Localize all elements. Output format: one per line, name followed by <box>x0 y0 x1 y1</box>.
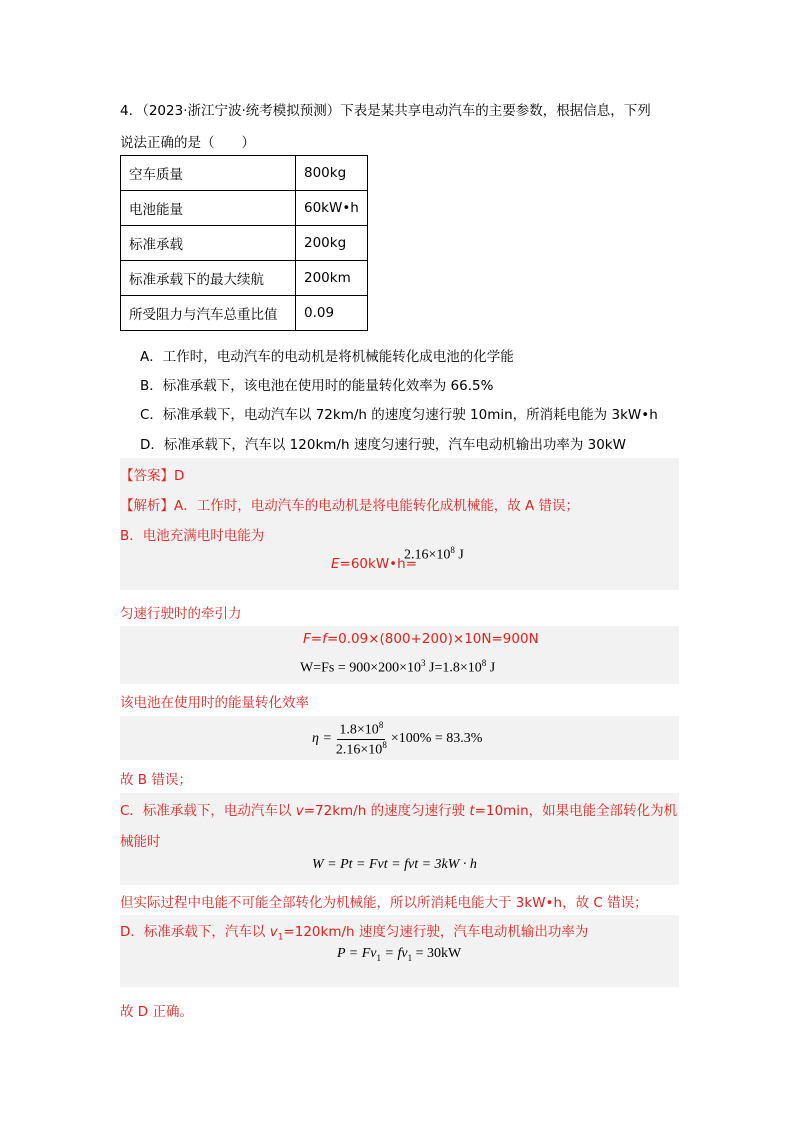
analysis-b-intro: B．电池充满电时电能为 <box>120 528 265 544</box>
exponent: 8 <box>378 720 384 730</box>
power-eq-p: P = Fv <box>337 946 377 961</box>
subscript: 1 <box>407 952 413 963</box>
exponent: 8 <box>481 658 487 668</box>
d-var-v: v <box>269 924 278 940</box>
unit: J <box>454 547 464 563</box>
table-row <box>121 156 368 191</box>
parameter-table <box>120 155 368 331</box>
c-text: =10min，如果电能全部转化为机 <box>474 803 678 819</box>
subscript: 1 <box>277 932 284 943</box>
force-intro: 匀速行驶时的牵引力 <box>120 606 242 622</box>
fraction-numerator: 1.8×10 <box>339 722 379 738</box>
analysis-d-conclusion: 故 D 正确。 <box>120 1004 193 1020</box>
table-cell-value: 200km <box>296 261 368 296</box>
power-eq-mid: = fv <box>381 946 408 961</box>
efficiency-fraction <box>334 720 389 758</box>
table-row <box>121 296 368 331</box>
c-text: C．标准承载下，电动汽车以 <box>120 803 296 819</box>
fraction-denominator: 2.16×10 <box>335 742 383 758</box>
power-eq-end: = 30kW <box>412 946 462 961</box>
analysis-a-text: A．工作时，电动汽车的电动机是将电能转化成机械能，故 A 错误； <box>174 498 580 514</box>
unit: J <box>486 660 496 676</box>
analysis-c-line-2: 械能时 <box>120 834 161 850</box>
question-line-1: 4．（2023·浙江宁波·统考模拟预测）下表是某共享电动汽车的主要参数，根据信息，下列 <box>120 103 651 119</box>
analysis-d-line-1 <box>120 920 588 943</box>
option-d: D．标准承载下，汽车以 120km/h 速度匀速行驶，汽车电动机输出功率为 30kW <box>140 437 626 453</box>
c-energy-equation: W = Pt = Fvt = fvt = 3kW · h <box>312 857 477 872</box>
exponent: 3 <box>421 658 426 668</box>
efficiency-equation <box>312 720 482 758</box>
option-a: A．工作时，电动汽车的电动机是将机械能转化成电池的化学能 <box>140 349 514 365</box>
work-eq-tail: J=1.8×10 <box>425 660 482 676</box>
power-equation <box>337 946 461 963</box>
table-row <box>121 261 368 296</box>
exponent: 8 <box>382 739 387 750</box>
table-cell-value: 60kW•h <box>296 191 368 226</box>
efficiency-result: ×100% = 83.3% <box>390 731 483 747</box>
analysis-a-line <box>120 494 579 514</box>
table-cell-value: 200kg <box>296 226 368 261</box>
analysis-b-conclusion: 故 B 错误； <box>120 772 192 788</box>
table-cell-label: 空车质量 <box>121 156 296 191</box>
answer-label: 【答案】 <box>120 468 174 484</box>
analysis-c-conclusion: 但实际过程中电能不可能全部转化为机械能，所以所消耗电能大于 3kW•h，故 C 错误； <box>120 895 648 911</box>
question-line-2: 说法正确的是（ ） <box>120 135 255 151</box>
table-cell-label: 标准承载下的最大续航 <box>121 261 296 296</box>
table-cell-value: 800kg <box>296 156 368 191</box>
d-text: D．标准承载下，汽车以 <box>120 924 270 940</box>
c-var-v: v <box>295 803 304 819</box>
table-row <box>121 191 368 226</box>
d-text: =120km/h 速度匀速行驶，汽车电动机输出功率为 <box>283 924 589 940</box>
subscript: 1 <box>376 952 382 963</box>
table-cell-value: 0.09 <box>296 296 368 331</box>
work-equation <box>300 658 495 677</box>
battery-energy-value <box>404 545 464 564</box>
force-vars: F=f <box>303 631 327 647</box>
work-eq: W=Fs = 900×200×10 <box>300 660 422 676</box>
force-rest: =0.09×(800+200)×10N=900N <box>326 631 539 647</box>
table-cell-label: 所受阻力与汽车总重比值 <box>121 296 296 331</box>
exponent: 8 <box>450 545 455 555</box>
option-c: C．标准承载下，电动汽车以 72km/h 的速度匀速行驶 10min，所消耗电能为 3kW•h <box>140 407 658 423</box>
eq-right: 2.16×10 <box>404 547 451 563</box>
table-row <box>121 226 368 261</box>
efficiency-intro: 该电池在使用时的能量转化效率 <box>120 695 309 711</box>
option-b: B．标准承载下，该电池在使用时的能量转化效率为 66.5% <box>140 378 494 394</box>
c-text: =72km/h 的速度匀速行驶 <box>303 803 470 819</box>
answer-value: D <box>174 468 185 484</box>
eta-symbol: η = <box>312 731 332 747</box>
eq-left: =60kW•h= <box>339 556 418 572</box>
answer-line <box>120 464 184 484</box>
table-cell-label: 电池能量 <box>121 191 296 226</box>
analysis-label: 【解析】 <box>120 498 174 514</box>
analysis-c-line-1 <box>120 799 677 819</box>
c-var-t: t <box>469 803 475 819</box>
force-equation <box>303 631 539 647</box>
table-cell-label: 标准承载 <box>121 226 296 261</box>
eq-symbol-e: E <box>331 556 340 572</box>
